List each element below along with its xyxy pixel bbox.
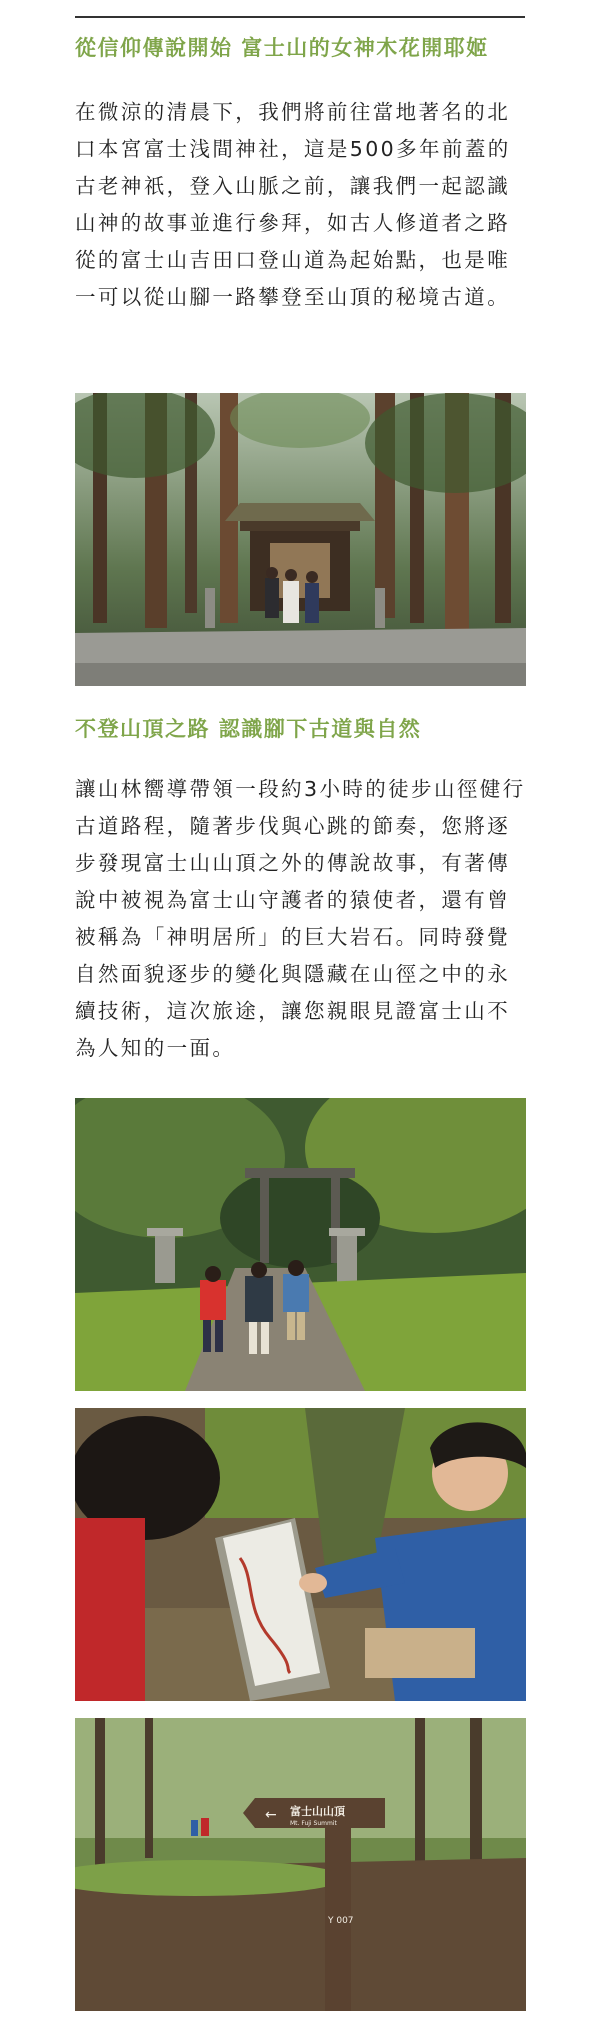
signpost-main-label: 富士山山頂 xyxy=(290,1805,345,1818)
section2-paragraph: 讓山林嚮導帶領一段約3小時的徒步山徑健行古道路程，隨著步伐與心跳的節奏，您將逐步發現富士山山頂之外的傳說故事，有著傳說中被視為富士山守護者的猿使者，還有曾被稱為「神明居所」的巨大岩石。同時發覺自然面貌逐步的變化與隱藏在山徑之中的永續技術，這次旅途，讓您親眼見證富士山不為人知的一面。 xyxy=(75,777,526,1060)
forest-shrine-photo xyxy=(75,393,526,686)
arrow-left-icon: ← xyxy=(265,1807,277,1823)
guide-trail-map-photo xyxy=(75,1408,526,1701)
signpost-sub-label: Mt. Fuji Summit xyxy=(290,1820,337,1827)
section1-paragraph: 在微涼的清晨下，我們將前往當地著名的北口本宮富士浅間神社，這是500多年前蓋的古老神祇，登入山脈之前，讓我們一起認識山神的故事並進行參拜，如古人修道者之路從的富士山吉田口登山道為起始點，也是唯一可以從山腳一路攀登至山頂的秘境古道。 xyxy=(75,100,511,309)
top-divider xyxy=(75,16,525,18)
section1-heading: 從信仰傳說開始 富士山的女神木花開耶姬 xyxy=(75,36,489,60)
stone-torii-path-photo xyxy=(75,1098,526,1391)
signpost-code: Y 007 xyxy=(328,1916,354,1926)
section2-heading: 不登山頂之路 認識腳下古道與自然 xyxy=(75,717,422,741)
trail-signpost-photo xyxy=(75,1718,526,2011)
